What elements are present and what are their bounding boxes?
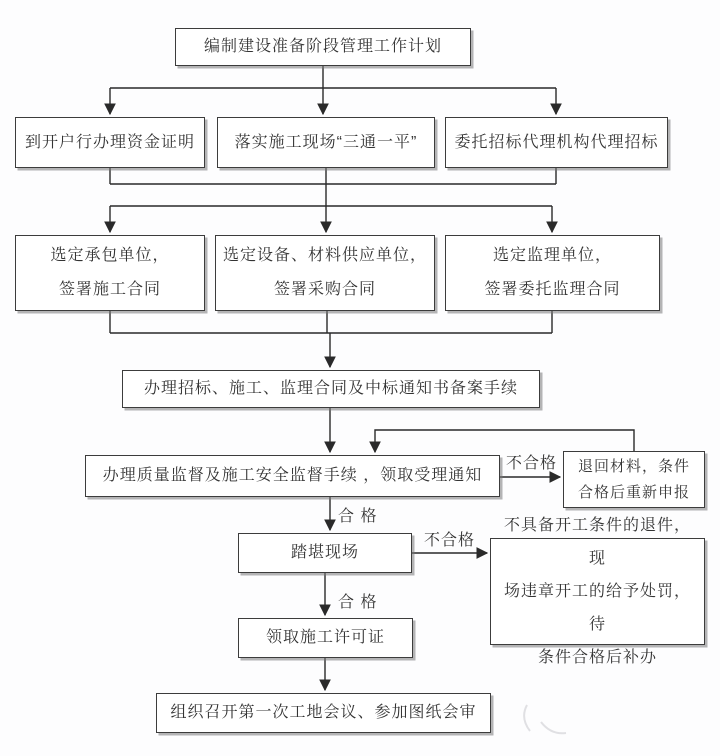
node-filing-text: 办理招标、施工、监理合同及中标通知书备案手续	[143, 380, 518, 398]
node-select-supervisor	[445, 235, 660, 311]
node-return-line2: 合格后重新申报	[577, 483, 690, 501]
node-contractor-line2: 签署施工合同	[58, 281, 161, 298]
watermark	[524, 705, 566, 733]
node-return-materials	[563, 451, 705, 508]
node-return-line1: 退回材料，条件	[577, 457, 690, 475]
label-qualified-1: 合 格	[338, 508, 378, 525]
node-agency-text: 委托招标代理机构代理招标	[454, 133, 659, 151]
node-select-supplier	[215, 235, 435, 311]
node-site-visit-text: 踏堪现场	[290, 544, 359, 562]
node-meeting-text: 组织召开第一次工地会议、参加图纸会审	[170, 704, 477, 722]
node-plan-text: 编制建设准备阶段管理工作计划	[203, 38, 442, 56]
node-quality-supervision	[85, 455, 500, 497]
node-bidding-agency	[445, 117, 668, 168]
label-qualified-2: 合 格	[338, 594, 378, 611]
node-quality-text: 办理质量监督及施工安全监督手续 ，领取受理通知	[102, 467, 483, 485]
node-plan	[175, 28, 471, 66]
node-supplier-line2: 签署采购合同	[273, 281, 376, 298]
node-reject-penalty	[490, 517, 705, 666]
node-site-visit	[238, 533, 412, 573]
node-supplier-line1: 选定设备、材料供应单位，	[222, 247, 427, 264]
node-contractor-line1: 选定承包单位，	[50, 247, 170, 264]
node-reject-line3: 条件合格后补办	[537, 649, 657, 666]
node-contract-filing	[122, 370, 540, 408]
node-fund-text: 到开户行办理资金证明	[24, 133, 195, 151]
node-reject-line2: 场违章开工的给予处罚，待	[503, 583, 691, 633]
node-first-site-meeting	[156, 693, 491, 733]
node-permit-text: 领取施工许可证	[265, 629, 385, 647]
node-site-preparation	[217, 117, 435, 168]
node-reject-line1: 不具备开工条件的退件，现	[503, 517, 691, 567]
label-unqualified-2: 不合格	[424, 532, 476, 549]
node-supervisor-line1: 选定监理单位，	[492, 247, 612, 264]
node-construction-permit	[238, 618, 413, 658]
node-supervisor-line2: 签署委托监理合同	[484, 281, 621, 298]
node-site-text: 落实施工现场“三通一平”	[234, 133, 418, 151]
node-fund-certificate	[15, 117, 205, 168]
node-select-contractor	[15, 235, 205, 311]
label-unqualified-1: 不合格	[506, 455, 558, 472]
